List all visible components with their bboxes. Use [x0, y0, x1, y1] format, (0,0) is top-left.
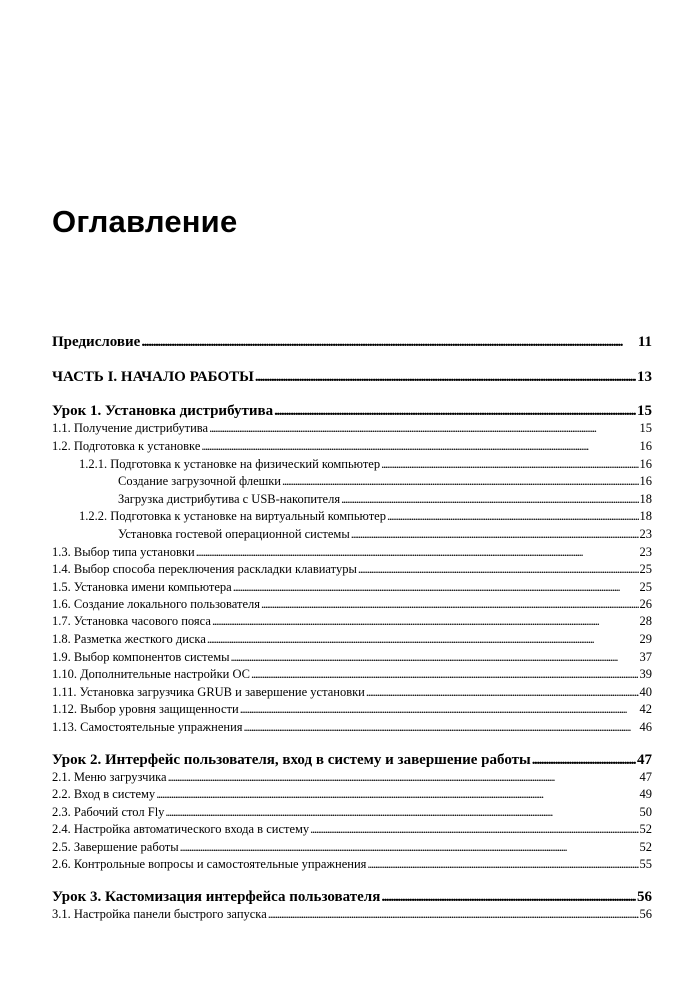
dot-leader [209, 421, 638, 436]
dot-leader [255, 369, 636, 386]
toc-entry-page: 56 [639, 907, 652, 921]
toc-entry-title: Создание загрузочной флешки [118, 474, 282, 488]
toc-entry [52, 369, 652, 386]
toc-entry-title: Предисловие [52, 334, 141, 350]
toc-entry [52, 562, 652, 577]
toc-entry-page: 37 [639, 650, 652, 664]
dot-leader [261, 597, 638, 612]
toc-entry [52, 889, 652, 906]
toc-entry-page: 56 [637, 889, 652, 905]
toc-entry-title: 1.2.2. Подготовка к установке на виртуальный компьютер [79, 509, 386, 523]
toc-entry-title: 2.1. Меню загрузчика [52, 770, 167, 784]
dot-leader [268, 907, 639, 922]
dot-leader [532, 752, 636, 769]
toc-entry-title: 1.6. Создание локального пользователя [52, 597, 261, 611]
toc-entry [52, 614, 652, 629]
toc-entry-page: 18 [639, 509, 652, 523]
toc-entry [52, 752, 652, 769]
toc-entry [52, 787, 652, 802]
toc-entry [52, 632, 652, 647]
dot-leader [196, 545, 639, 560]
dot-leader [351, 527, 639, 542]
toc-entry-title: 1.7. Установка часового пояса [52, 614, 211, 628]
toc-entry-title: 1.9. Выбор компонентов системы [52, 650, 230, 664]
toc-entry-page: 55 [639, 857, 652, 871]
toc-entry-page: 52 [639, 822, 652, 836]
toc-entry-title: 1.12. Выбор уровня защищенности [52, 702, 239, 716]
toc-entry-page: 16 [639, 457, 652, 471]
dot-leader [366, 685, 639, 700]
toc-entry-page: 47 [639, 770, 652, 784]
toc-entry-title: 1.4. Выбор способа переключения раскладки клавиатуры [52, 562, 357, 576]
toc-entry-page: 23 [639, 545, 652, 559]
dot-leader [381, 457, 638, 472]
toc-entry-title: 1.3. Выбор типа установки [52, 545, 195, 559]
dot-leader [244, 720, 639, 735]
toc-entry-page: 39 [639, 667, 652, 681]
dot-leader [358, 562, 639, 577]
toc-entry-title: 1.13. Самостоятельные упражнения [52, 720, 243, 734]
toc-entry-page: 29 [639, 632, 652, 646]
toc-entry-title: ЧАСТЬ I. НАЧАЛО РАБОТЫ [52, 369, 254, 385]
toc-entry-page: 18 [639, 492, 652, 506]
toc-entry [52, 667, 652, 682]
dot-leader [207, 632, 639, 647]
toc-entry-page: 16 [639, 474, 652, 488]
toc-entry-title: 1.1. Получение дистрибутива [52, 421, 209, 435]
toc-entry [52, 597, 652, 612]
toc-entry [52, 822, 652, 837]
toc-entry [52, 685, 652, 700]
toc-entry-title: Загрузка дистрибутива с USB-накопителя [118, 492, 341, 506]
dot-leader [310, 822, 638, 837]
toc-entry-title: 1.8. Разметка жесткого диска [52, 632, 206, 646]
toc-entry [52, 907, 652, 922]
dot-leader [282, 474, 638, 489]
toc-entry-page: 40 [639, 685, 652, 699]
toc-entry-page: 52 [639, 840, 652, 854]
toc-entry-title: 3.1. Настройка панели быстрого запуска [52, 907, 267, 921]
dot-leader [168, 770, 639, 785]
dot-leader [180, 840, 639, 855]
toc-entry [52, 805, 652, 820]
toc-entry-page: 47 [637, 752, 652, 768]
toc-entry [52, 334, 652, 351]
dot-leader [233, 580, 639, 595]
toc-entry [52, 580, 652, 595]
toc-entry [52, 650, 652, 665]
dot-leader [201, 439, 638, 454]
toc-entry-title: 2.3. Рабочий стол Fly [52, 805, 165, 819]
dot-leader [240, 702, 639, 717]
toc-entry [52, 702, 652, 717]
toc-entry [52, 770, 652, 785]
toc-entry-page: 15 [637, 403, 652, 419]
toc-entry-title: 2.5. Завершение работы [52, 840, 179, 854]
toc-entry [52, 421, 652, 436]
toc-entry-title: 2.6. Контрольные вопросы и самостоятельные упражнения [52, 857, 367, 871]
toc-entry [52, 457, 652, 472]
toc-entry [52, 527, 652, 542]
dot-leader [251, 667, 639, 682]
toc-entry [52, 545, 652, 560]
toc-entry-page: 25 [639, 562, 652, 576]
toc-entry-page: 28 [639, 614, 652, 628]
toc-entry-page: 26 [639, 597, 652, 611]
dot-leader [367, 857, 638, 872]
page-title: Оглавление [52, 204, 238, 239]
toc-entry-title: Урок 3. Кастомизация интерфейса пользователя [52, 889, 381, 905]
toc-entry-title: 1.10. Дополнительные настройки ОС [52, 667, 250, 681]
dot-leader [341, 492, 638, 507]
toc-entry-title: 1.2.1. Подготовка к установке на физический компьютер [79, 457, 381, 471]
toc-entry-title: 1.2. Подготовка к установке [52, 439, 201, 453]
toc-entry [52, 474, 652, 489]
toc-entry [52, 720, 652, 735]
toc-entry-page: 46 [639, 720, 652, 734]
toc-entry-page: 50 [639, 805, 652, 819]
toc-entry-page: 49 [639, 787, 652, 801]
dot-leader [387, 509, 639, 524]
toc-entry-title: 2.4. Настройка автоматического входа в систему [52, 822, 310, 836]
dot-leader [274, 403, 636, 420]
toc-entry-title: Установка гостевой операционной системы [118, 527, 350, 541]
toc-entry-title: Урок 1. Установка дистрибутива [52, 403, 274, 419]
dot-leader [141, 334, 637, 351]
dot-leader [156, 787, 638, 802]
toc-entry [52, 492, 652, 507]
toc-entry-title: Урок 2. Интерфейс пользователя, вход в систему и завершение работы [52, 752, 531, 768]
toc-entry [52, 509, 652, 524]
toc-entry-page: 23 [639, 527, 652, 541]
toc-entry-title: 1.11. Установка загрузчика GRUB и завершение установки [52, 685, 365, 699]
dot-leader [381, 889, 636, 906]
toc-entry-page: 15 [639, 421, 652, 435]
dot-leader [165, 805, 638, 820]
toc-entry-page: 16 [639, 439, 652, 453]
toc-entry-title: 1.5. Установка имени компьютера [52, 580, 232, 594]
toc-entry [52, 439, 652, 454]
toc-entry [52, 857, 652, 872]
toc-entry-page: 11 [637, 334, 652, 350]
toc-entry [52, 403, 652, 420]
dot-leader [212, 614, 639, 629]
toc-entry-title: 2.2. Вход в систему [52, 787, 156, 801]
toc-entry [52, 840, 652, 855]
toc-entry-page: 42 [639, 702, 652, 716]
dot-leader [231, 650, 639, 665]
toc-entry-page: 25 [639, 580, 652, 594]
toc-entry-page: 13 [637, 369, 652, 385]
